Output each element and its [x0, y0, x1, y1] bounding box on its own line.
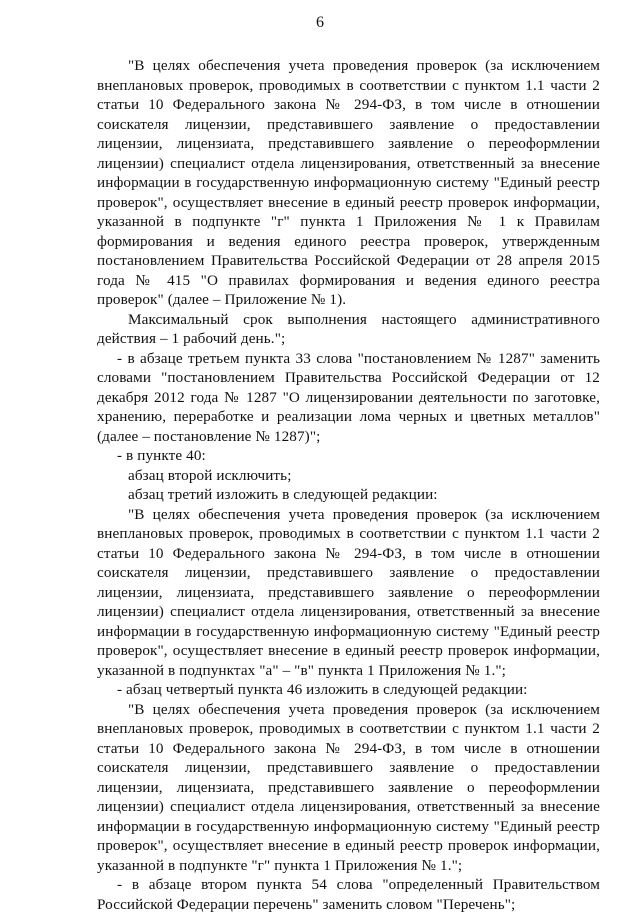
list-item-clause-46: - абзац четвертый пункта 46 изложить в следующей редакции: [117, 681, 528, 698]
list-item-clause-54: - в абзаце втором пункта 54 слова "определенный Правительством Российской Федерации перечень" заменить словом "Перечень"; [97, 876, 600, 913]
paragraph-third-restated: абзац третий изложить в следующей редакции: [128, 486, 438, 503]
list-item-clause-33: - в абзаце третьем пункта 33 слова "постановлением № 1287" заменить словами "постановлением Правительства Российской Федерации от 12 декабря 2012 года № 1287 "О лицензировании деятельности по заготовке, хранению, переработке и реализации лома черных и цветных металлов" (далее – постановление № 1287)"; [97, 349, 600, 445]
paragraph-max-duration: Максимальный срок выполнения настоящего административного действия – 1 рабочий день."; [97, 310, 600, 347]
quoted-paragraph-unified-register: "В целях обеспечения учета проведения проверок (за исключением внеплановых проверок, проводимых в соответствии с пунктом 1.1 части 2 статьи 10 Федерального закона № 294-ФЗ, в том числе в отношении соискателя лицензии, представившего заявление о предоставлении лицензии, лицензиата, представившего заявление о переоформлении лицензии) специалист отдела лицензирования, ответственный за внесение информации в государственную информационную систему "Единый реестр проверок", осуществляет внесение в единый реестр проверок информации, указанной в подпункте "г" пункта 1 Приложения № 1 к Правилам формирования и ведения единого реестра проверок, утвержденным постановлением Правительства Российской Федерации от 28 апреля 2015 года № 415 "О правилах формирования и ведения единого реестра проверок" (далее – Приложение № 1). [97, 57, 600, 308]
page-number: 6 [316, 14, 324, 31]
quoted-paragraph-clause-46: "В целях обеспечения учета проведения проверок (за исключением внеплановых проверок, проводимых в соответствии с пунктом 1.1 части 2 статьи 10 Федерального закона № 294-ФЗ, в том числе в отношении соискателя лицензии, представившего заявление о предоставлении лицензии, лицензиата, представившего заявление о переоформлении лицензии) специалист отдела лицензирования, ответственный за внесение информации в государственную информационную систему "Единый реестр проверок", осуществляет внесение в единый реестр проверок информации, указанной в подпункте "г" пункта 1 Приложения № 1."; [97, 700, 600, 874]
document-body [97, 56, 600, 914]
list-item-clause-40: - в пункте 40: [117, 447, 206, 464]
quoted-paragraph-clause-40: "В целях обеспечения учета проведения проверок (за исключением внеплановых проверок, проводимых в соответствии с пунктом 1.1 части 2 статьи 10 Федерального закона № 294-ФЗ, в том числе в отношении соискателя лицензии, представившего заявление о предоставлении лицензии, лицензиата, представившего заявление о переоформлении лицензии) специалист отдела лицензирования, ответственный за внесение информации в государственную информационную систему "Единый реестр проверок", осуществляет внесение в единый реестр проверок информации, указанной в подпунктах "а" – "в" пункта 1 Приложения № 1."; [97, 505, 600, 679]
paragraph-second-excluded: абзац второй исключить; [128, 466, 292, 484]
